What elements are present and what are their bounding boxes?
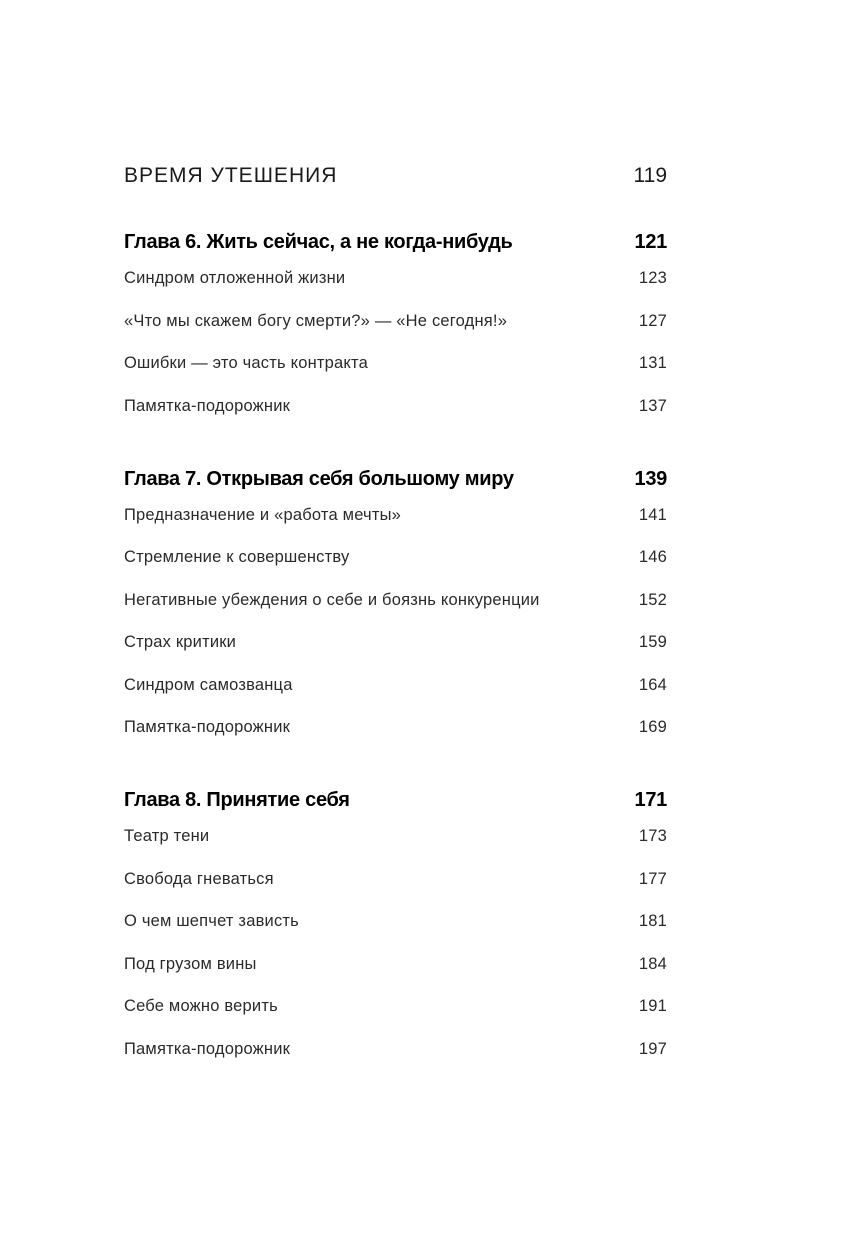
part-title: ВРЕМЯ УТЕШЕНИЯ: [124, 164, 338, 187]
toc-entry: [124, 912, 667, 931]
part-heading: [124, 164, 667, 188]
entry-page-number: 169: [638, 718, 667, 736]
toc-entry: [124, 548, 667, 567]
chapter-title: Глава 8. Принятие себя: [124, 789, 350, 811]
entry-page-number: 191: [638, 997, 667, 1015]
toc-entry: [124, 827, 667, 846]
entry-page-number: 159: [638, 633, 667, 651]
chapter-title: Глава 6. Жить сейчас, а не когда-нибудь: [124, 231, 513, 253]
chapter-heading-6: [124, 231, 667, 254]
entry-title: Негативные убеждения о себе и боязнь конкуренции: [124, 591, 540, 609]
toc-entry: [124, 955, 667, 974]
toc-entry: [124, 633, 667, 652]
chapter-page-number: 121: [634, 231, 667, 253]
entry-page-number: 184: [638, 955, 667, 973]
entry-page-number: 123: [638, 269, 667, 287]
chapter-heading-8: [124, 789, 667, 812]
entry-title: Стремление к совершенству: [124, 548, 350, 566]
entry-title: Предназначение и «работа мечты»: [124, 506, 402, 524]
entry-page-number: 137: [638, 397, 667, 415]
toc-entry: [124, 354, 667, 373]
chapter-title: Глава 7. Открывая себя большому миру: [124, 468, 514, 490]
entry-page-number: 173: [638, 827, 667, 845]
entry-title: Страх критики: [124, 633, 237, 651]
entry-page-number: 152: [638, 591, 667, 609]
chapter-page-number: 171: [634, 789, 667, 811]
entry-title: «Что мы скажем богу смерти?» — «Не сегодня!»: [124, 312, 508, 330]
entry-title: Памятка-подорожник: [124, 1040, 291, 1058]
toc-entry: [124, 870, 667, 889]
entry-page-number: 127: [638, 312, 667, 330]
entry-title: Себе можно верить: [124, 997, 278, 1015]
entry-page-number: 181: [638, 912, 667, 930]
entry-page-number: 164: [638, 676, 667, 694]
toc-entry: [124, 997, 667, 1016]
entry-title: Синдром отложенной жизни: [124, 269, 346, 287]
entry-page-number: 197: [638, 1040, 667, 1058]
toc-entry: [124, 591, 667, 610]
toc-entry: [124, 312, 667, 331]
entry-title: Памятка-подорожник: [124, 718, 291, 736]
toc-entry: [124, 718, 667, 737]
entry-page-number: 131: [638, 354, 667, 372]
entry-page-number: 177: [638, 870, 667, 888]
toc-entry: [124, 397, 667, 416]
entry-title: Под грузом вины: [124, 955, 257, 973]
entry-title: Театр тени: [124, 827, 210, 845]
part-page-number: 119: [633, 164, 667, 187]
chapter-page-number: 139: [634, 468, 667, 490]
entry-title: Памятка-подорожник: [124, 397, 291, 415]
toc-entry: [124, 506, 667, 525]
entry-page-number: 146: [638, 548, 667, 566]
entry-page-number: 141: [638, 506, 667, 524]
toc-entry: [124, 676, 667, 695]
chapter-heading-7: [124, 468, 667, 491]
toc-entry: [124, 269, 667, 288]
entry-title: Синдром самозванца: [124, 676, 293, 694]
entry-title: О чем шепчет зависть: [124, 912, 299, 930]
entry-title: Свобода гневаться: [124, 870, 274, 888]
toc-entry: [124, 1040, 667, 1059]
entry-title: Ошибки — это часть контракта: [124, 354, 368, 372]
